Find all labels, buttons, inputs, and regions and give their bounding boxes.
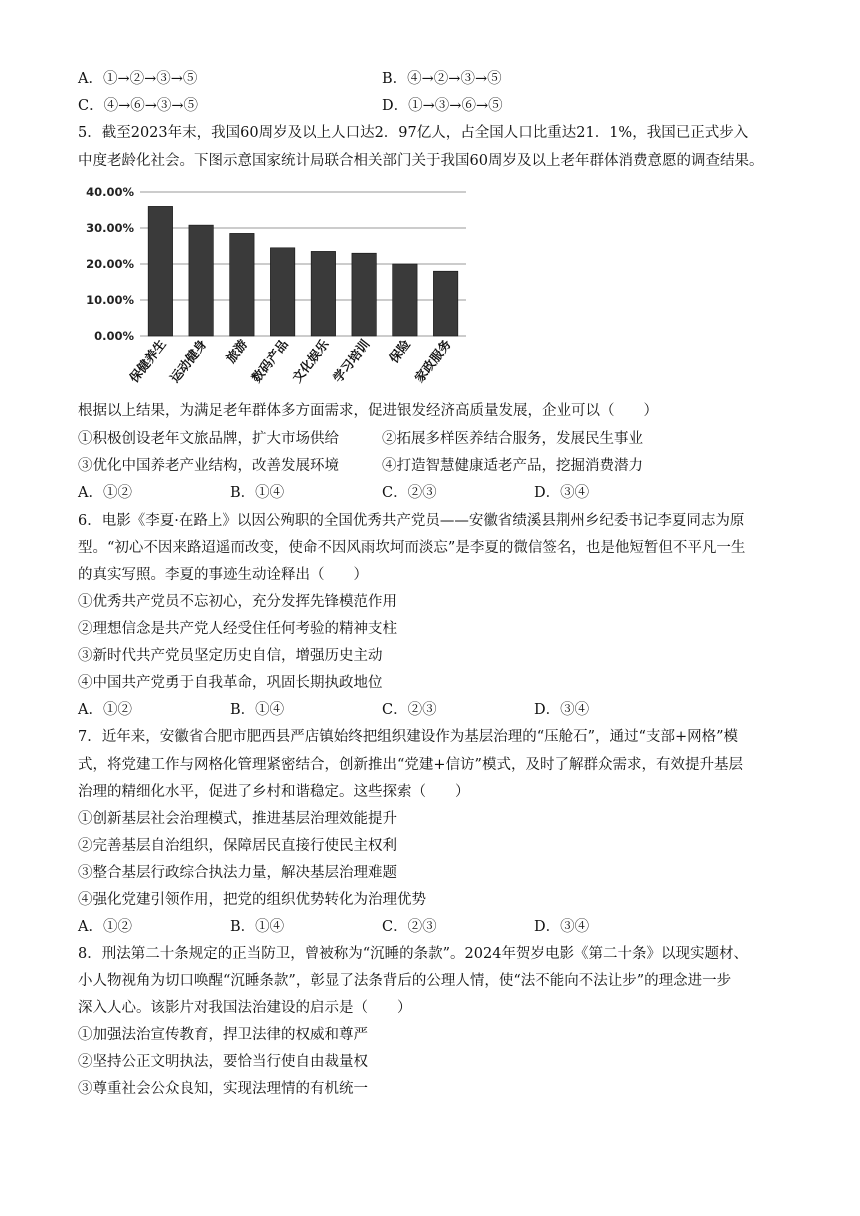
- q4-option-a: A．①→②→③→⑤: [78, 71, 198, 87]
- q7-option-b: B．①④: [230, 919, 285, 935]
- q6-stem-line-1: 6．电影《李夏·在路上》以因公殉职的全国优秀共产党员——安徽省绩溪县荆州乡纪委书记李夏同志为原: [78, 513, 745, 529]
- q7-stem-line-3: 治理的精细化水平，促进了乡村和谐稳定。这些探索（ ）: [78, 784, 470, 800]
- bar: [148, 206, 172, 336]
- q6-statement-3: ③新时代共产党员坚定历史自信，增强历史主动: [78, 648, 383, 664]
- q4-option-b: B．④→②→③→⑤: [382, 71, 502, 87]
- q8-statement-1: ①加强法治宣传教育，捍卫法律的权威和尊严: [78, 1027, 368, 1043]
- chart-bars: [148, 206, 458, 336]
- q8-stem-line-2: 小人物视角为切口唤醒“沉睡条款”，彰显了法条背后的公理人情，使“法不能向不法让步”的理念进一步: [78, 973, 732, 989]
- q7-option-d: D．③④: [534, 919, 590, 935]
- q8-stem-line-3: 深入人心。该影片对我国法治建设的启示是（ ）: [78, 1000, 412, 1016]
- x-tick-label: 保健养生: [126, 336, 169, 386]
- q7-stem-line-2: 式，将党建工作与网格化管理紧密结合，创新推出“党建+信访”模式，及时了解群众需求，有效提升基层: [78, 757, 743, 773]
- q5-statement-4: ④打造智慧健康适老产品，挖掘消费潜力: [382, 458, 643, 474]
- bar: [352, 253, 376, 336]
- q4-option-d: D．①→③→⑥→⑤: [382, 98, 503, 114]
- y-tick-label: 40.00%: [86, 185, 134, 199]
- q4-option-c: C．④→⑥→③→⑤: [78, 98, 199, 114]
- q6-statement-4: ④中国共产党勇于自我革命，巩固长期执政地位: [78, 675, 383, 691]
- x-tick-label: 保险: [386, 336, 414, 366]
- q6-option-b: B．①④: [230, 702, 285, 718]
- x-tick-label: 数码产品: [248, 336, 291, 386]
- q5-option-b: B．①④: [230, 485, 285, 501]
- q6-stem-line-2: 型。“初心不因来路迢遥而改变，使命不因风雨坎坷而淡忘”是李夏的微信签名，也是他短暂但不平凡一生: [78, 540, 746, 556]
- y-tick-label: 10.00%: [86, 293, 134, 307]
- q5-option-c: C．②③: [382, 485, 437, 501]
- q5-option-d: D．③④: [534, 485, 590, 501]
- q8-statement-3: ③尊重社会公众良知，实现法理情的有机统一: [78, 1081, 368, 1097]
- x-tick-label: 家政服务: [411, 336, 454, 386]
- chart-y-ticks: [86, 185, 134, 343]
- x-tick-label: 文化娱乐: [289, 336, 332, 386]
- q8-statement-2: ②坚持公正文明执法，要恰当行使自由裁量权: [78, 1054, 368, 1070]
- q7-statement-4: ④强化党建引领作用，把党的组织优势转化为治理优势: [78, 892, 426, 908]
- bar: [433, 271, 457, 336]
- y-tick-label: 20.00%: [86, 257, 134, 271]
- q8-stem-line-1: 8．刑法第二十条规定的正当防卫，曾被称为“沉睡的条款”。2024年贺岁电影《第二十条》以现实题材、: [78, 946, 748, 962]
- bar: [311, 251, 335, 336]
- bar: [230, 233, 254, 336]
- q5-question: 根据以上结果，为满足老年群体多方面需求，促进银发经济高质量发展，企业可以（ ）: [78, 403, 658, 419]
- y-tick-label: 0.00%: [94, 329, 134, 343]
- q5-statement-3: ③优化中国养老产业结构，改善发展环境: [78, 458, 339, 474]
- q7-stem-line-1: 7．近年来，安徽省合肥市肥西县严店镇始终把组织建设作为基层治理的“压舱石”，通过“支部+网格”模: [78, 729, 739, 745]
- consumption-bar-chart: [76, 178, 476, 396]
- q5-statement-1: ①积极创设老年文旅品牌，扩大市场供给: [78, 431, 339, 447]
- q7-statement-2: ②完善基层自治组织，保障居民直接行使民主权利: [78, 838, 397, 854]
- q6-option-a: A．①②: [78, 702, 132, 718]
- x-tick-label: 旅游: [223, 336, 251, 366]
- q5-stem-line-2: 中度老龄化社会。下图示意国家统计局联合相关部门关于我国60周岁及以上老年群体消费意愿的调查结果。: [78, 153, 764, 169]
- bar: [393, 264, 417, 336]
- chart-x-labels: [126, 336, 454, 385]
- q6-option-d: D．③④: [534, 702, 590, 718]
- q6-statement-2: ②理想信念是共产党人经受住任何考验的精神支柱: [78, 621, 397, 637]
- q7-option-c: C．②③: [382, 919, 437, 935]
- q6-statement-1: ①优秀共产党员不忘初心，充分发挥先锋模范作用: [78, 594, 397, 610]
- q7-statement-3: ③整合基层行政综合执法力量，解决基层治理难题: [78, 865, 397, 881]
- x-tick-label: 学习培训: [329, 336, 373, 386]
- bar: [189, 225, 213, 336]
- q7-option-a: A．①②: [78, 919, 132, 935]
- bar: [270, 248, 294, 336]
- q7-statement-1: ①创新基层社会治理模式，推进基层治理效能提升: [78, 811, 397, 827]
- q5-stem-line-1: 5．截至2023年末，我国60周岁及以上人口达2．97亿人，占全国人口比重达21．1%，我国已正式步入: [78, 125, 749, 141]
- x-tick-label: 运动健身: [166, 336, 210, 386]
- q5-statement-2: ②拓展多样医养结合服务，发展民生事业: [382, 431, 643, 447]
- y-tick-label: 30.00%: [86, 221, 134, 235]
- q6-option-c: C．②③: [382, 702, 437, 718]
- q5-option-a: A．①②: [78, 485, 132, 501]
- q6-stem-line-3: 的真实写照。李夏的事迹生动诠释出（ ）: [78, 567, 368, 583]
